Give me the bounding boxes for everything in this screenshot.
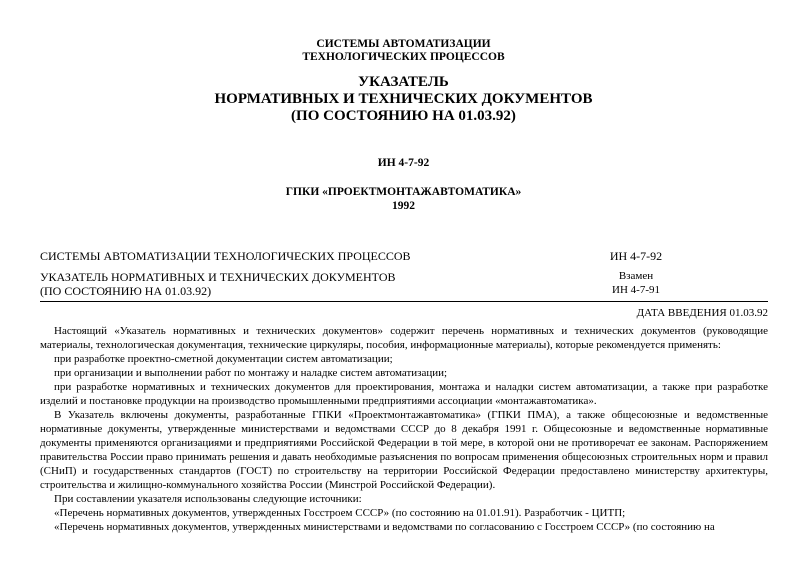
header-document-subtitle: (ПО СОСТОЯНИЮ НА 01.03.92): [40, 284, 212, 298]
body-paragraph: При составлении указателя использованы следующие источники:: [54, 493, 362, 505]
header-document-title: УКАЗАТЕЛЬ НОРМАТИВНЫХ И ТЕХНИЧЕСКИХ ДОКУМЕНТОВ: [40, 270, 396, 284]
series-title-line-1: СИСТЕМЫ АВТОМАТИЗАЦИИ: [316, 38, 491, 50]
header-document-code: ИН 4-7-92: [609, 249, 663, 263]
body-paragraph: Настоящий «Указатель нормативных и технических документов» содержит перечень нормативных и технических документов (руководящие материалы, технологическая документация, технические циркуляры, пособия, информационные материалы), которые рекомендуется применять:: [40, 325, 768, 351]
header-series-title: СИСТЕМЫ АВТОМАТИЗАЦИИ ТЕХНОЛОГИЧЕСКИХ ПРОЦЕССОВ: [40, 249, 411, 263]
body-list-item: при разработке проектно-сметной документации систем автоматизации;: [54, 353, 393, 365]
document-body: [40, 324, 768, 534]
cover-document-code: ИН 4-7-92: [377, 157, 430, 169]
header-replaces-label: Взамен: [618, 270, 654, 282]
cover-year: 1992: [392, 200, 415, 212]
body-list-item: при разработке нормативных и технических документов для проектирования, монтажа и наладки систем автоматизации, а также при разработке изделий и постановке продукции на производство промышленными предприятиями ассоциации «монтажавтоматика».: [40, 381, 768, 407]
document-title-line-1: УКАЗАТЕЛЬ: [358, 74, 449, 90]
body-list-item: при организации и выполнении работ по монтажу и наладке систем автоматизации;: [54, 367, 448, 379]
series-title-line-2: ТЕХНОЛОГИЧЕСКИХ ПРОЦЕССОВ: [302, 51, 505, 63]
header-replaces-code: ИН 4-7-91: [612, 284, 660, 296]
document-title-line-2: НОРМАТИВНЫХ И ТЕХНИЧЕСКИХ ДОКУМЕНТОВ: [214, 91, 593, 107]
header-divider: [40, 301, 768, 302]
introduction-date: ДАТА ВВЕДЕНИЯ 01.03.92: [636, 307, 768, 319]
body-paragraph: В Указатель включены документы, разработанные ГПКИ «Проектмонтажавтоматика» (ГПКИ ПМА), а также общесоюзные и ведомственные нормативные документы, утвержденные министерствами и ведомствами СССР до 8 декабря 1991 г. Общесоюзные и ведомственные нормативные документы применяются организациями и предприятиями Российской Федерации в той мере, в которой они не противоречат ее законам. Распоряжением правительства России право принимать решения и давать необходимые разъяснения по вопросам применения общесоюзных строительных норм и правил (СНиП) и государственных стандартов (ГОСТ) по строительству на территории Российской Федерации предоставлено министерству архитектуры, строительства и жилищно-коммунального хозяйства России (Минстрой Российской Федерации).: [40, 409, 768, 491]
body-source-item: «Перечень нормативных документов, утвержденных министерствами и ведомствами по согласованию с Госстроем СССР» (по состоянию на: [54, 521, 715, 533]
document-title-line-3: (ПО СОСТОЯНИЮ НА 01.03.92): [291, 108, 516, 124]
body-source-item: «Перечень нормативных документов, утвержденных Госстроем СССР» (по состоянию на 01.01.91). Разработчик - ЦИТП;: [54, 507, 626, 519]
cover-publisher: ГПКИ «ПРОЕКТМОНТАЖАВТОМАТИКА»: [285, 186, 522, 198]
